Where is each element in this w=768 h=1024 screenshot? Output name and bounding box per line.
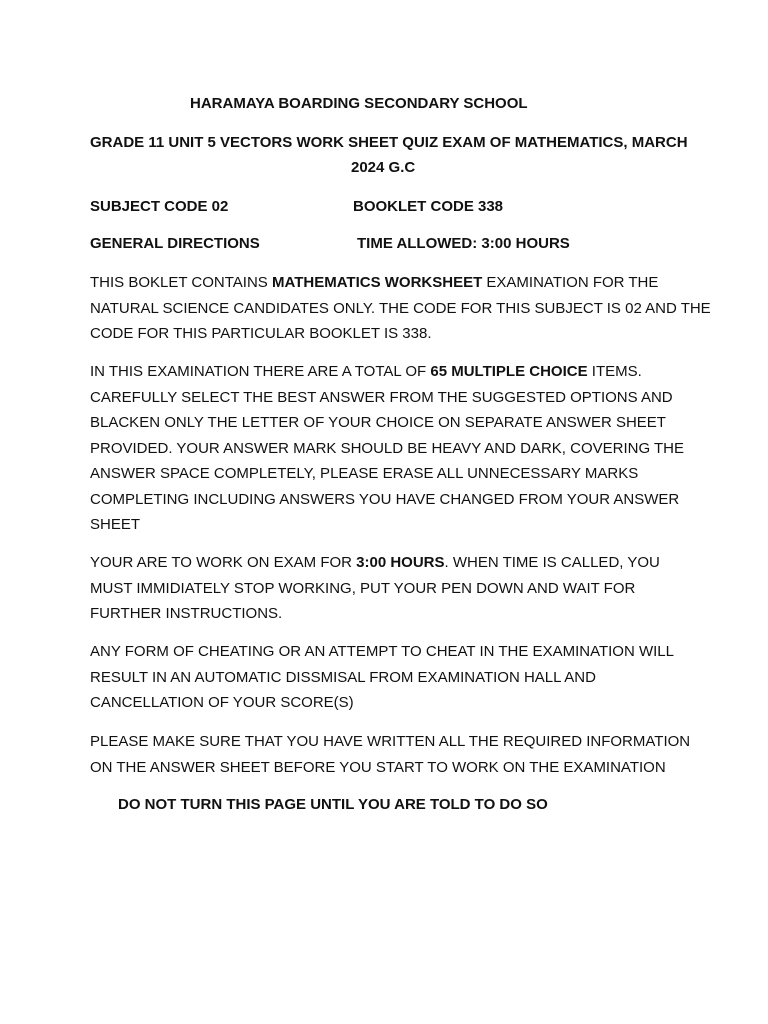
paragraph-line: CANCELLATION OF YOUR SCORE(S) (90, 694, 354, 711)
exam-title-line-2: 2024 G.C (351, 159, 416, 176)
time-paragraph (90, 550, 690, 627)
paragraph-line: CODE FOR THIS PARTICULAR BOOKLET IS 338. (90, 325, 432, 342)
paragraph-line: NATURAL SCIENCE CANDIDATES ONLY. THE CODE FOR THIS SUBJECT IS 02 AND THE (90, 299, 711, 317)
emphasis-text: MATHEMATICS WORKSHEET (271, 274, 483, 291)
text-run: EXAMINATION FOR THE (482, 274, 659, 291)
text-run: YOUR ARE TO WORK ON EXAM FOR (90, 554, 357, 571)
text-run: ITEMS. (587, 363, 642, 380)
emphasis-text: 65 MULTIPLE CHOICE (430, 363, 588, 380)
paragraph-line: CAREFULLY SELECT THE BEST ANSWER FROM THE SUGGESTED OPTIONS AND (90, 388, 673, 406)
paragraph-line: MUST IMMIDIATELY STOP WORKING, PUT YOUR PEN DOWN AND WAIT FOR (90, 579, 636, 597)
paragraph-line: PLEASE MAKE SURE THAT YOU HAVE WRITTEN ALL THE REQUIRED INFORMATION (90, 733, 691, 750)
answer-sheet-paragraph (90, 729, 690, 780)
subject-code: SUBJECT CODE 02 (90, 198, 229, 215)
cheating-paragraph (90, 639, 690, 716)
text-run: . WHEN TIME IS CALLED, YOU (444, 554, 660, 571)
paragraph-line: ANY FORM OF CHEATING OR AN ATTEMPT TO CHEAT IN THE EXAMINATION WILL (90, 643, 674, 660)
exam-title-line-1: GRADE 11 UNIT 5 VECTORS WORK SHEET QUIZ EXAM OF MATHEMATICS, MARCH (90, 134, 688, 151)
time-allowed: TIME ALLOWED: 3:00 HOURS (357, 235, 570, 252)
text-run: IN THIS EXAMINATION THERE ARE A TOTAL OF (90, 363, 431, 380)
paragraph-line: FURTHER INSTRUCTIONS. (90, 605, 283, 622)
school-name: HARAMAYA BOARDING SECONDARY SCHOOL (190, 95, 528, 112)
paragraph-line: COMPLETING INCLUDING ANSWERS YOU HAVE CHANGED FROM YOUR ANSWER (90, 490, 680, 508)
booklet-code: BOOKLET CODE 338 (353, 198, 504, 215)
paragraph-line: PROVIDED. YOUR ANSWER MARK SHOULD BE HEAVY AND DARK, COVERING THE (90, 439, 685, 457)
paragraph-line: BLACKEN ONLY THE LETTER OF YOUR CHOICE ON SEPARATE ANSWER SHEET (90, 414, 666, 431)
booklet-contents-paragraph (90, 270, 711, 347)
paragraph-line (90, 550, 690, 576)
paragraph-line: RESULT IN AN AUTOMATIC DISSMISAL FROM EXAMINATION HALL AND (90, 668, 596, 686)
general-directions-heading: GENERAL DIRECTIONS (90, 235, 260, 252)
paragraph-line (90, 270, 690, 296)
paragraph-line: ON THE ANSWER SHEET BEFORE YOU START TO WORK ON THE EXAMINATION (90, 758, 666, 776)
emphasis-text: 3:00 HOURS (356, 554, 445, 571)
instructions-paragraph (90, 359, 690, 538)
paragraph-line: SHEET (90, 516, 141, 533)
paragraph-line (90, 359, 690, 385)
paragraph-line: ANSWER SPACE COMPLETELY, PLEASE ERASE ALL UNNECESSARY MARKS (90, 465, 639, 482)
final-notice: DO NOT TURN THIS PAGE UNTIL YOU ARE TOLD TO DO SO (118, 796, 548, 813)
text-run: THIS BOKLET CONTAINS (90, 274, 272, 291)
